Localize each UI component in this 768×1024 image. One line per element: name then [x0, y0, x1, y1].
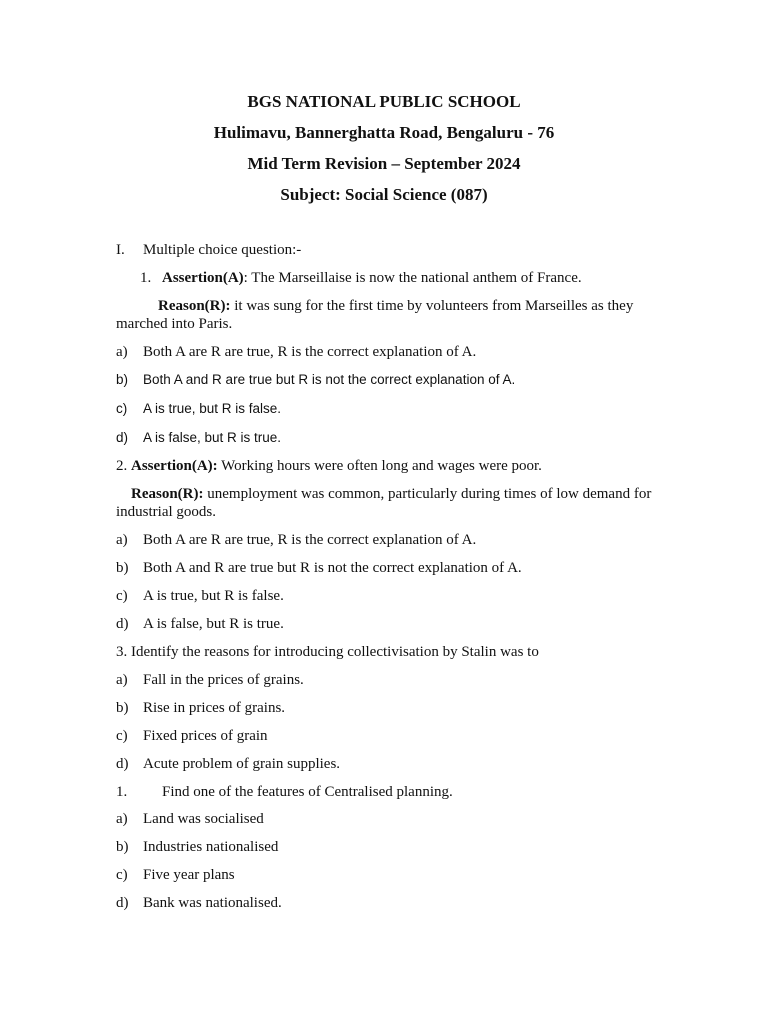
section-heading: [116, 241, 661, 259]
school-address: Hulimavu, Bannerghatta Road, Bengaluru - 76: [213, 123, 555, 142]
q4-option-c-text: Five year plans: [143, 867, 235, 883]
section-title: Multiple choice question:-: [143, 242, 302, 258]
q4-question: [116, 783, 661, 801]
q3-option-a-text: Fall in the prices of grains.: [143, 672, 304, 688]
q1-assertion-text: : The Marseillaise is now the national anthem of France.: [243, 270, 582, 286]
q2-option-d: [116, 615, 661, 633]
q3-option-c: [116, 727, 661, 745]
q2-option-c-text: A is true, but R is false.: [143, 588, 284, 604]
q4-option-a-text: Land was socialised: [143, 811, 264, 827]
q4-option-a: [116, 810, 661, 828]
q1-option-c-letter: c): [116, 401, 128, 416]
q1-option-b: [116, 371, 661, 389]
q1-number: 1.: [140, 270, 152, 286]
q2-reason: [116, 485, 661, 521]
q1-option-a-text: Both A are R are true, R is the correct explanation of A.: [143, 344, 477, 360]
q4-option-b: [116, 838, 661, 856]
q4-option-b-letter: b): [116, 839, 129, 855]
q4-text: Find one of the features of Centralised planning.: [162, 784, 453, 800]
q1-reason-text: it was sung for the first time by volunteers from Marseilles as they marched into Paris.: [116, 298, 634, 332]
q2-option-d-text: A is false, but R is true.: [143, 616, 284, 632]
q2-option-b-letter: b): [116, 560, 129, 576]
q1-option-d: [116, 429, 661, 447]
q4-option-a-letter: a): [116, 811, 128, 827]
exam-title: Mid Term Revision – September 2024: [247, 154, 521, 173]
q2-reason-label: Reason(R):: [131, 486, 204, 502]
q1-assertion: [140, 269, 685, 287]
q1-option-c: [116, 400, 661, 418]
q2-assertion: [116, 457, 661, 475]
q1-option-c-text: A is true, but R is false.: [143, 401, 282, 416]
q4-number: 1.: [116, 784, 128, 800]
q3-option-d-letter: d): [116, 756, 129, 772]
q4-option-b-text: Industries nationalised: [143, 839, 279, 855]
q4-option-d-text: Bank was nationalised.: [143, 895, 282, 911]
q1-assertion-label: Assertion(A): [162, 270, 244, 286]
q3-option-d-text: Acute problem of grain supplies.: [143, 756, 341, 772]
q2-option-b: [116, 559, 661, 577]
q2-assertion-text: Working hours were often long and wages were poor.: [217, 458, 542, 474]
q3-option-a: [116, 671, 661, 689]
q2-reason-text: unemployment was common, particularly during times of low demand for industrial goods.: [116, 486, 652, 520]
q1-option-a: [116, 343, 661, 361]
q3-question: 3. Identify the reasons for introducing collectivisation by Stalin was to: [116, 644, 539, 660]
section-numeral: I.: [116, 242, 125, 258]
q4-option-c-letter: c): [116, 867, 128, 883]
q4-option-d: [116, 894, 661, 912]
q3-option-c-text: Fixed prices of grain: [143, 728, 268, 744]
q3-option-c-letter: c): [116, 728, 128, 744]
q2-option-c: [116, 587, 661, 605]
q2-option-a: [116, 531, 661, 549]
q2-option-c-letter: c): [116, 588, 128, 604]
q1-option-a-letter: a): [116, 344, 128, 360]
q1-reason: [116, 297, 661, 333]
q3-option-b-text: Rise in prices of grains.: [143, 700, 286, 716]
q2-assertion-label: Assertion(A):: [131, 458, 218, 474]
q3-option-b: [116, 699, 661, 717]
q3-option-b-letter: b): [116, 700, 129, 716]
subject-title: Subject: Social Science (087): [280, 185, 488, 204]
q1-option-d-letter: d): [116, 430, 129, 445]
q4-option-d-letter: d): [116, 895, 129, 911]
q2-option-a-text: Both A are R are true, R is the correct explanation of A.: [143, 532, 477, 548]
q1-reason-label: Reason(R):: [158, 298, 231, 314]
q3-option-a-letter: a): [116, 672, 128, 688]
q4-option-c: [116, 866, 661, 884]
q2-option-a-letter: a): [116, 532, 128, 548]
q3-option-d: [116, 755, 661, 773]
q1-option-b-letter: b): [116, 372, 129, 387]
q2-option-d-letter: d): [116, 616, 129, 632]
document-header: [0, 86, 768, 210]
q2-option-b-text: Both A and R are true but R is not the correct explanation of A.: [143, 560, 522, 576]
q2-number: 2.: [116, 458, 131, 474]
q1-option-b-text: Both A and R are true but R is not the correct explanation of A.: [143, 372, 516, 387]
q1-option-d-text: A is false, but R is true.: [143, 430, 282, 445]
school-name: BGS NATIONAL PUBLIC SCHOOL: [247, 92, 521, 111]
